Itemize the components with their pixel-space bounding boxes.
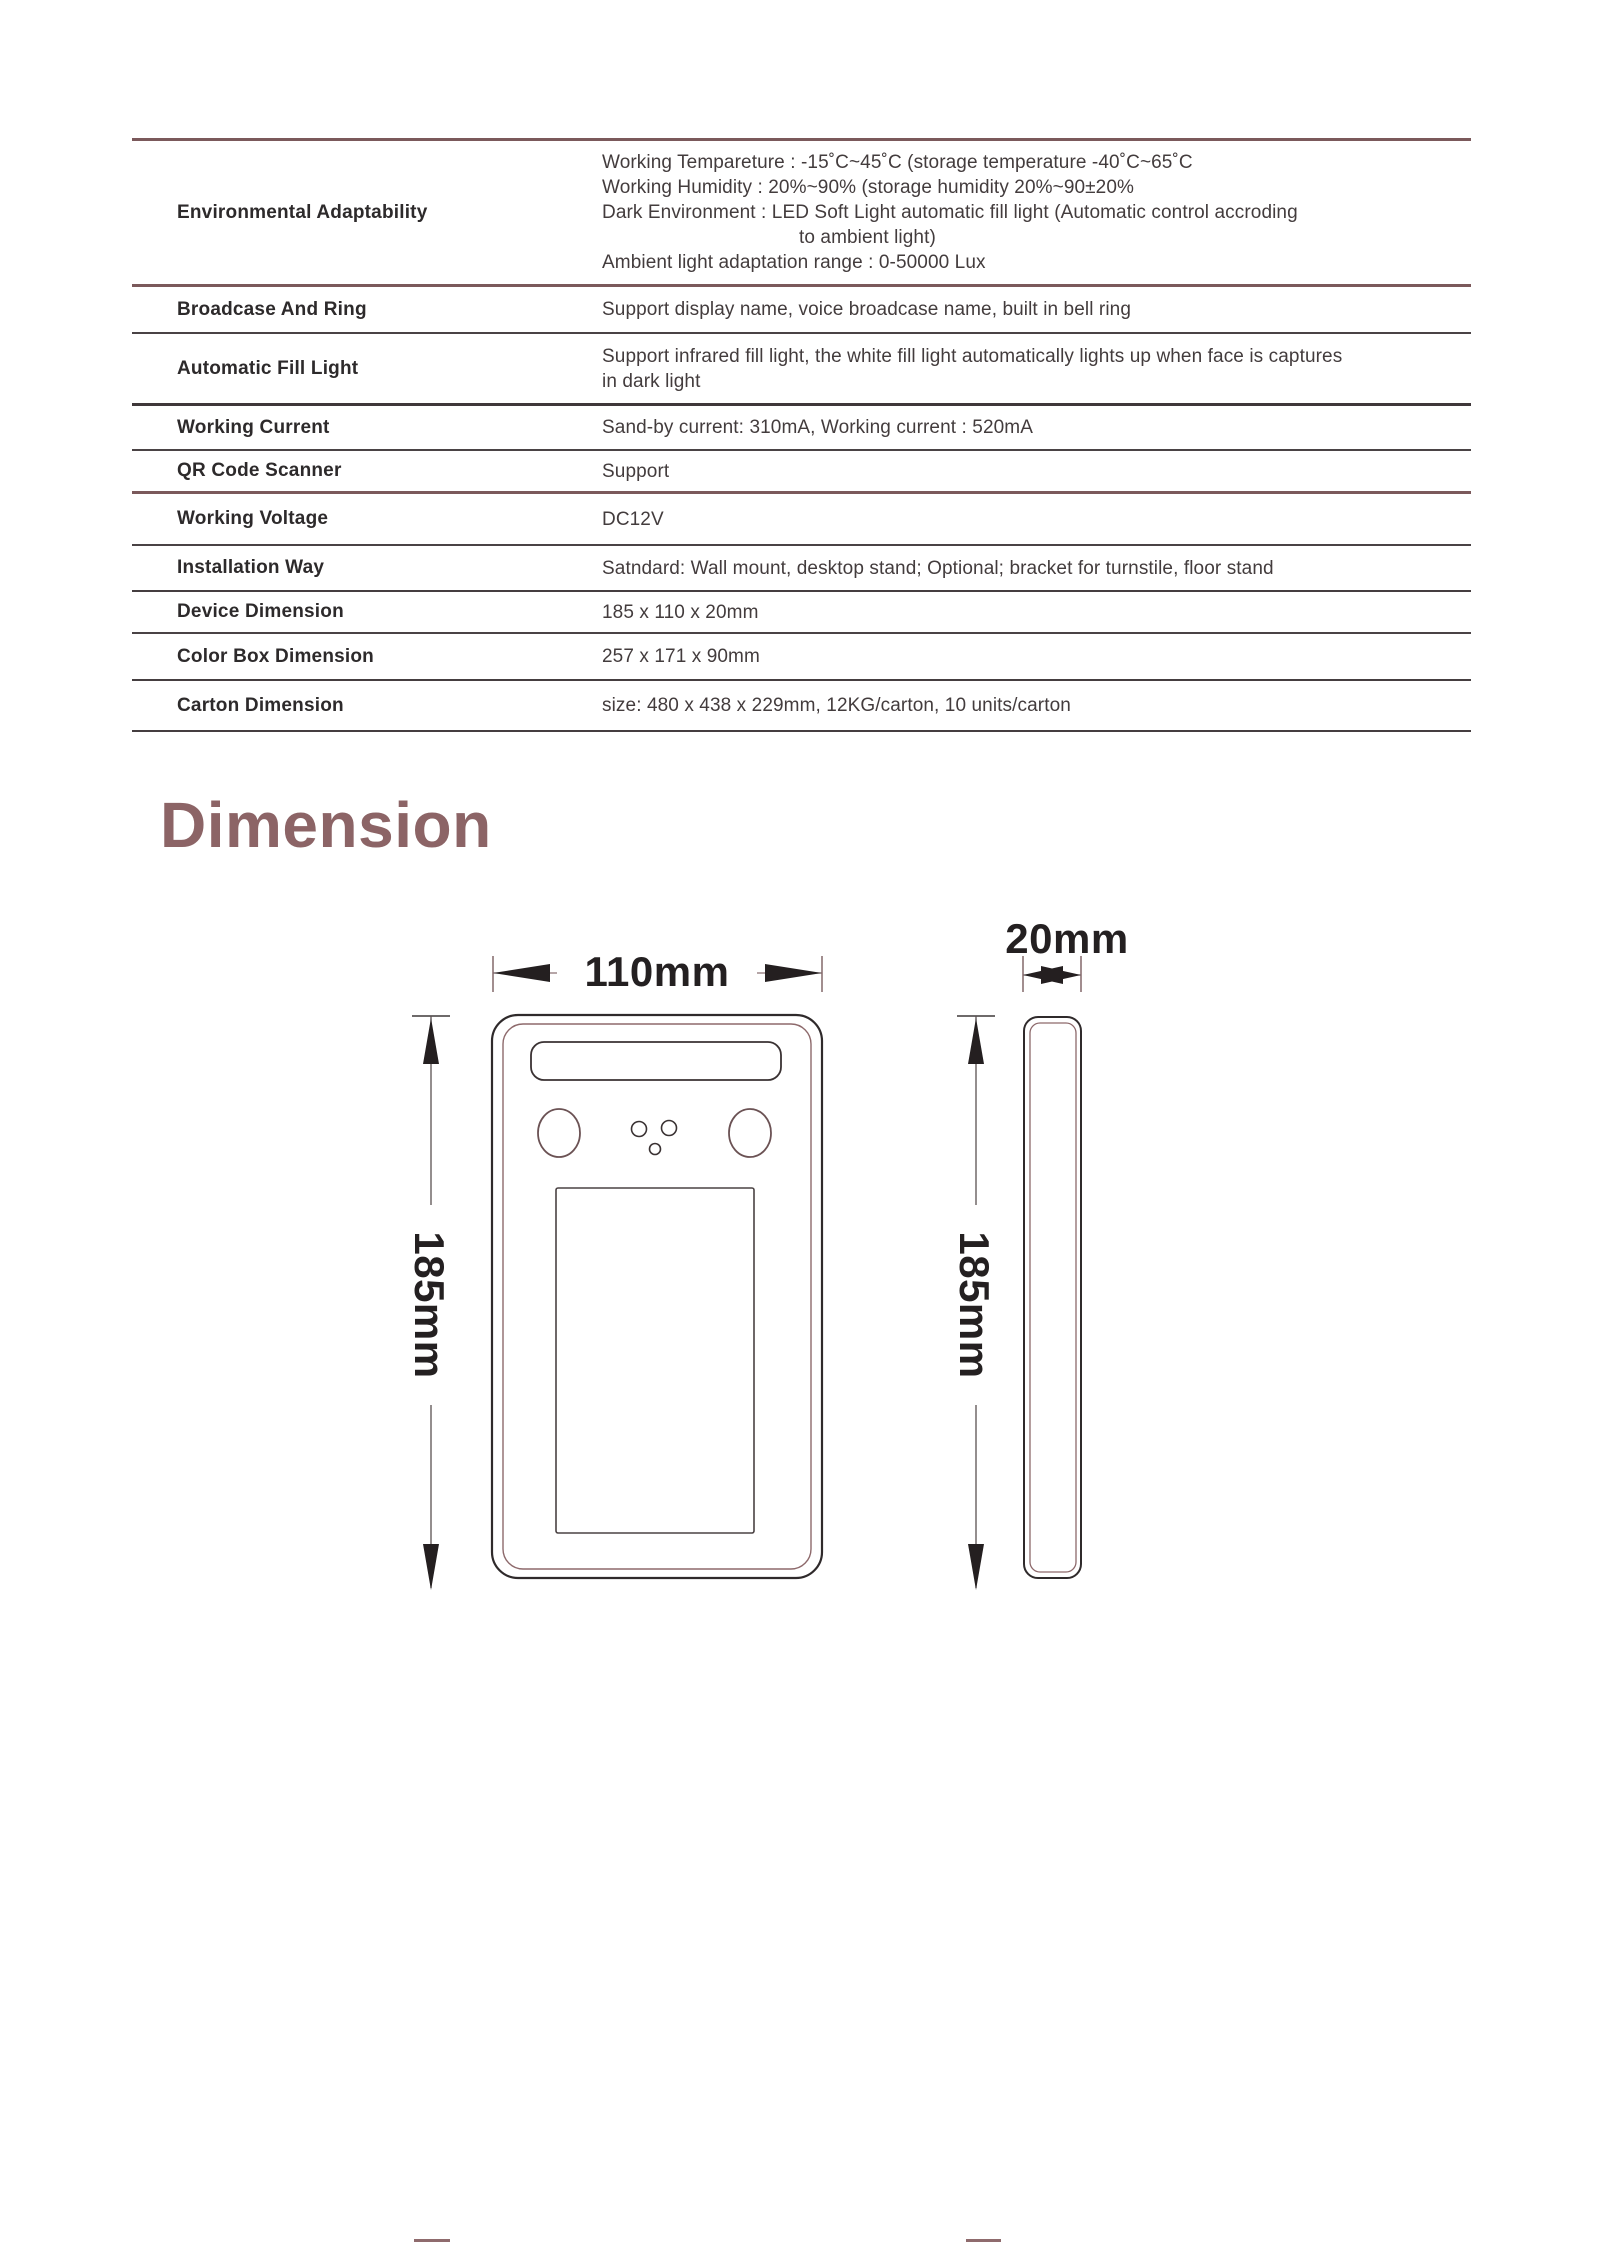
- spec-value-line: Sand-by current: 310mA, Working current : 520mA: [602, 417, 1033, 438]
- table-row: [132, 681, 1471, 732]
- spec-value-line: in dark light: [602, 370, 701, 392]
- spec-value: [602, 494, 1471, 544]
- spec-value: [602, 287, 1471, 332]
- spec-value-line: 185 x 110 x 20mm: [602, 601, 759, 623]
- table-row: [132, 634, 1471, 681]
- spec-label: Environmental Adaptability: [177, 201, 428, 223]
- page-title: Dimension: [160, 789, 492, 861]
- spec-label: Carton Dimension: [177, 694, 344, 716]
- spec-value-line: 257 x 171 x 90mm: [602, 646, 760, 667]
- screen-outline: [556, 1188, 754, 1533]
- spec-label: Device Dimension: [177, 601, 344, 622]
- spec-value: [602, 141, 1471, 284]
- spec-value-line: to ambient light): [799, 227, 936, 248]
- spec-value-line: Support infrared fill light, the white fill light automatically lights up when face is captures: [602, 345, 1343, 367]
- sensor-dot-right: [662, 1121, 677, 1136]
- device-side-outline: [1024, 1017, 1081, 1578]
- dim-arrow-up: [423, 1018, 439, 1064]
- spec-value: [602, 451, 1471, 491]
- spec-value-line: DC12V: [602, 508, 664, 530]
- spec-label: Working Voltage: [177, 508, 329, 529]
- spec-label: Automatic Fill Light: [177, 357, 359, 379]
- spec-value: [602, 546, 1471, 590]
- spec-value: [602, 334, 1471, 403]
- height-dimension-label-front: 185mm: [405, 1205, 453, 1405]
- table-row: [132, 141, 1471, 287]
- spec-value-line: size: 480 x 438 x 229mm, 12KG/carton, 10 units/carton: [602, 695, 1071, 716]
- spec-value-line: Ambient light adaptation range : 0-50000 Lux: [602, 252, 986, 273]
- spec-label: Color Box Dimension: [177, 645, 374, 667]
- spec-label: Installation Way: [177, 557, 325, 578]
- width-dimension-label: 110mm: [557, 948, 757, 996]
- camera-right-outline: [729, 1109, 771, 1157]
- spec-value: [602, 406, 1471, 449]
- height-dimension-label-side: 185mm: [950, 1205, 998, 1405]
- spec-value: [602, 681, 1471, 730]
- depth-dimension-label: 20mm: [1005, 915, 1129, 962]
- dimension-diagram: [0, 900, 1600, 1660]
- spec-value: [602, 634, 1471, 679]
- table-row: [132, 334, 1471, 406]
- dim-arrow-down: [968, 1544, 984, 1590]
- dim-arrow-left: [493, 964, 550, 982]
- spec-label: QR Code Scanner: [177, 460, 342, 481]
- camera-left-outline: [538, 1109, 580, 1157]
- sensor-dot-bottom: [650, 1144, 661, 1155]
- spec-value-line: Support: [602, 460, 670, 482]
- table-row: [132, 494, 1471, 546]
- spec-value-line: Support display name, voice broadcase name, built in bell ring: [602, 299, 1131, 320]
- spec-value: [602, 592, 1471, 632]
- spec-value-line: Working Humidity : 20%~90% (storage humidity 20%~90±20%: [602, 177, 1135, 198]
- spec-table: [132, 138, 1471, 732]
- speaker-bar-outline: [531, 1042, 781, 1080]
- table-row: [132, 287, 1471, 334]
- device-front-outline: [492, 1015, 822, 1578]
- spec-value-line: Satndard: Wall mount, desktop stand; Optional; bracket for turnstile, floor stand: [602, 557, 1274, 579]
- table-row: [132, 592, 1471, 634]
- device-side-inner-outline: [1030, 1023, 1076, 1572]
- dim-arrow-up: [968, 1018, 984, 1064]
- table-row: [132, 451, 1471, 494]
- spec-label: Broadcase And Ring: [177, 298, 367, 320]
- device-front-inner-outline: [503, 1024, 811, 1569]
- footer-dash-left: [414, 2239, 450, 2242]
- sensor-dot-left: [632, 1122, 647, 1137]
- footer-dash-right: [966, 2239, 1001, 2242]
- spec-value-line: Working Tempareture : -15˚C~45˚C (storage temperature -40˚C~65˚C: [602, 152, 1193, 173]
- table-row: [132, 546, 1471, 592]
- dim-arrow-down: [423, 1544, 439, 1590]
- table-row: [132, 406, 1471, 451]
- dim-arrow-right: [765, 964, 822, 982]
- spec-label: Working Current: [177, 416, 330, 438]
- spec-value-line: Dark Environment : LED Soft Light automatic fill light (Automatic control accroding: [602, 202, 1298, 223]
